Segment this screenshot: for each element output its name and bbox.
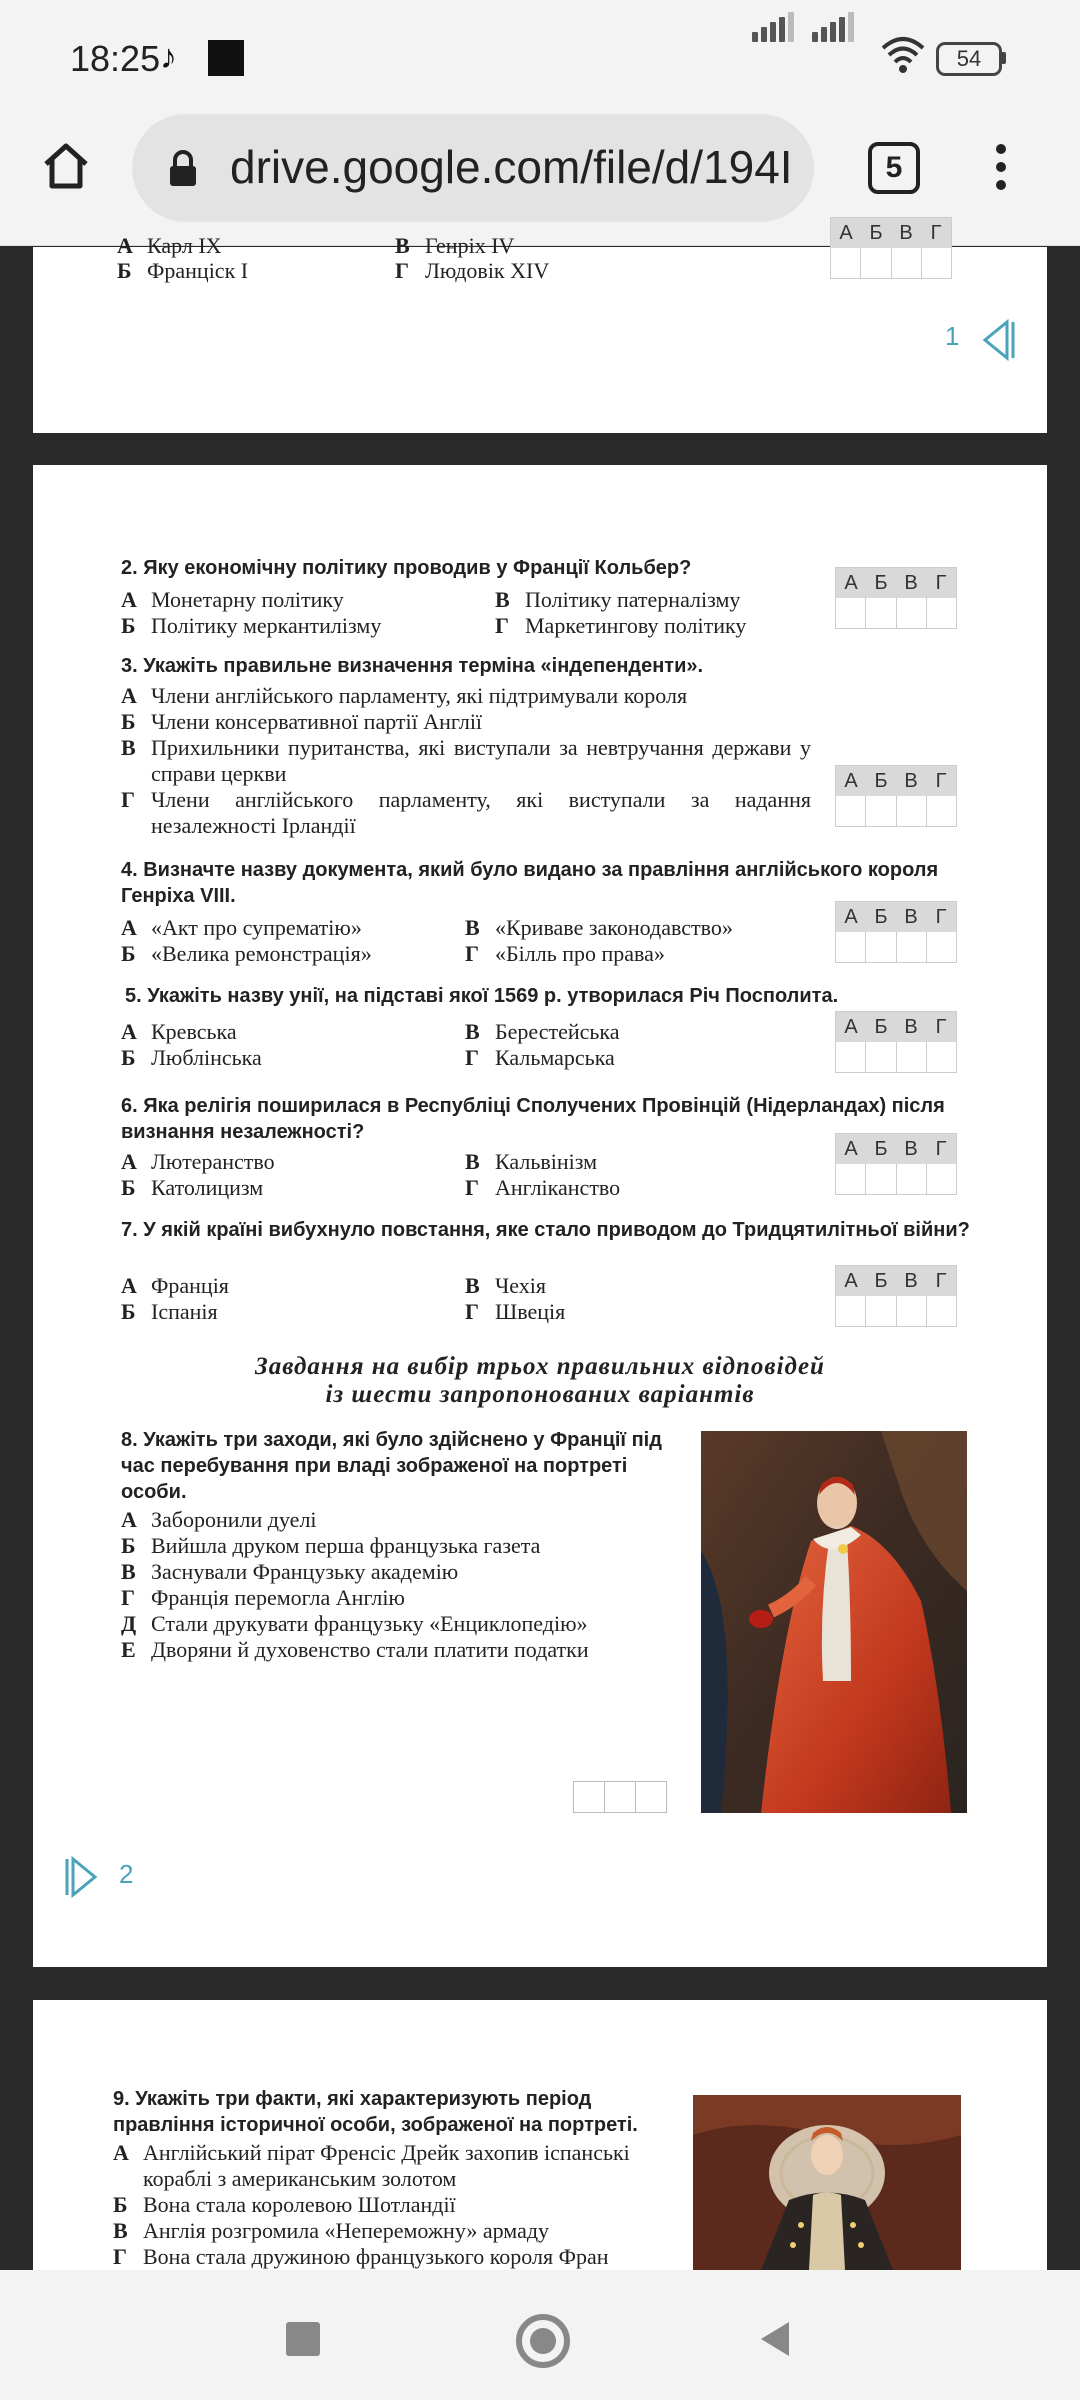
battery-icon: 54 [936,42,1002,76]
question-5: 5. Укажіть назву унії, на підставі якої 1569 р. утворилася Річ Посполита. [125,985,839,1007]
q7-option-v: В Чехія [465,1273,547,1298]
q8-option-g: Г Франція перемогла Англію [121,1585,405,1610]
q8-option-b: Б Вийшла друком перша французька газета [121,1533,541,1558]
q9-option-a: А Англійський пірат Френсіс Дрейк захопив іспанські кораблі з американським золотом [113,2140,630,2191]
q4-option-g: Г «Білль про права» [465,941,665,966]
q6-option-a: А Лютеранство [121,1149,275,1174]
option-a: А Карл IX [117,233,222,258]
q8-option-d: Д Стали друкувати французьку «Енциклопедію» [121,1611,588,1636]
q5-option-v: В Берестейська [465,1019,620,1044]
section-heading-line-2: із шести запропонованих варіантів [325,1381,755,1408]
q2-answer-grid[interactable]: А Б В Г [835,567,957,629]
document-page-1 [33,222,1047,433]
overflow-menu-icon[interactable] [996,144,1006,198]
option-v: В Генріх IV [395,233,515,258]
recents-button[interactable] [286,2322,320,2356]
q8-option-a: А Заборонили дуелі [121,1507,317,1532]
tab-switcher-button[interactable]: 5 [868,142,920,194]
back-button[interactable] [757,2320,793,2358]
clock: 18:25 [70,38,161,79]
section-heading-line-1: Завдання на вибір трьох правильних відповідей [255,1353,825,1380]
home-icon[interactable] [40,140,92,192]
next-page-arrow-icon [61,1855,101,1899]
answer-grid: А Б В Г [830,217,952,279]
question-8: 8. Укажіть три заходи, які було здійснено у Франції під час перебування при владі зображеної на портреті особи. [121,1429,662,1503]
q9-option-v: В Англія розгромила «Непереможну» армаду [113,2218,550,2243]
prev-page-arrow-icon [979,318,1019,362]
wifi-icon [880,34,926,74]
q5-answer-grid[interactable]: А Б В Г [835,1011,957,1073]
q7-option-g: Г Швеція [465,1299,566,1324]
q7-answer-grid[interactable]: А Б В Г [835,1265,957,1327]
system-nav-bar [0,2270,1080,2400]
url-text[interactable]: drive.google.com/file/d/194I [230,141,793,193]
q3-option-g: Г Члени англійського парламенту, які виступали за надання незалежності Ірландії [121,787,811,838]
q6-option-g: Г Англіканство [465,1175,621,1200]
cardinal-portrait-image [701,1431,967,1813]
q5-option-g: Г Кальмарська [465,1045,615,1070]
q2-option-g: Г Маркетингову політику [495,613,747,638]
q5-option-a: А Кревська [121,1019,237,1044]
lock-icon[interactable] [168,150,198,188]
q6-option-v: В Кальвінізм [465,1149,598,1174]
tiktok-icon: ♪ [160,38,177,76]
q5-option-b: Б Люблінська [121,1045,262,1070]
page-number: 2 [119,1859,134,1889]
q2-option-a: А Монетарну політику [121,587,344,612]
document-page-2 [33,465,1047,1967]
page-number: 1 [945,321,960,351]
q7-option-b: Б Іспанія [121,1299,218,1324]
option-b: Б Франціск I [117,258,249,283]
q4-option-a: А «Акт про супрематію» [121,915,362,940]
q3-option-b: Б Члени консервативної партії Англії [121,709,483,734]
q9-option-g: Г Вона стала дружиною французького короля Фран [113,2244,609,2269]
q8-option-v: В Заснували Французьку академію [121,1559,459,1584]
notification-icon [208,40,244,76]
question-2: 2. Яку економічну політику проводив у Франції Кольбер? [121,557,692,579]
question-3: 3. Укажіть правильне визначення терміна «індепенденти». [121,655,704,677]
status-bar [0,0,1080,110]
question-9: 9. Укажіть три факти, які характеризують період правління історичної особи, зображеної на портреті. [113,2088,638,2136]
q9-option-b: Б Вона стала королевою Шотландії [113,2192,456,2217]
q4-option-b: Б «Велика ремонстрація» [121,941,372,966]
q2-option-v: В Політику патерналізму [495,587,741,612]
q2-option-b: Б Політику меркантилізму [121,613,382,638]
q3-option-a: А Члени англійського парламенту, які підтримували короля [121,683,688,708]
q3-option-v: В Прихильники пуританства, які виступали за невтручання держави у справи церкви [121,735,811,786]
q8-answer-boxes[interactable] [573,1781,667,1813]
home-button[interactable] [516,2314,570,2368]
question-6: 6. Яка релігія поширилася в Республіці Сполучених Провінцій (Нідерландах) після визнання незалежності? [121,1095,945,1143]
q6-option-b: Б Католицизм [121,1175,264,1200]
question-7: 7. У якій країні вибухнуло повстання, яке стало приводом до Тридцятилітньої війни? [121,1219,970,1241]
option-g: Г Людовік XIV [395,258,550,283]
q3-answer-grid[interactable]: А Б В Г [835,765,957,827]
q8-option-e: Е Дворяни й духовенство стали платити податки [121,1637,589,1662]
queen-portrait-image [693,2095,961,2270]
q6-answer-grid[interactable]: А Б В Г [835,1133,957,1195]
question-4: 4. Визначте назву документа, який було видано за правління англійського короля Генріха VIII. [121,859,939,907]
q7-option-a: А Франція [121,1273,229,1298]
battery-tip [1001,52,1006,64]
q4-answer-grid[interactable]: А Б В Г [835,901,957,963]
q4-option-v: В «Криваве законодавство» [465,915,733,940]
